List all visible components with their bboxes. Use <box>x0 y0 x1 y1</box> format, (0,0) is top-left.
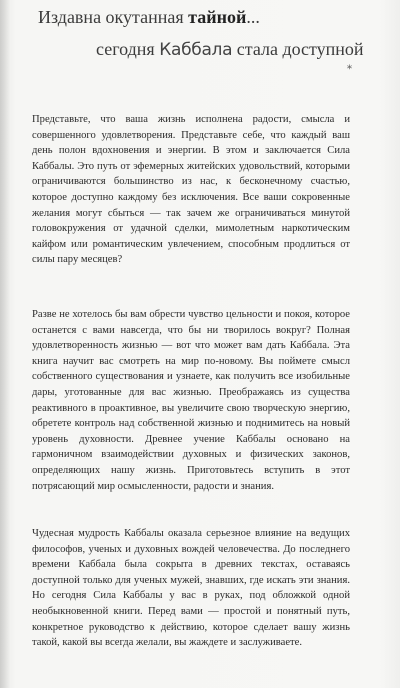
headline-line-2-prefix: сегодня <box>96 39 160 59</box>
headline-ellipsis: ... <box>246 7 260 27</box>
headline-emphasis-word: тайной <box>188 7 247 27</box>
headline-mark: * <box>347 64 352 75</box>
body-paragraph-1: Представьте, что ваша жизнь исполнена радости, смысла и совершенного удовлетворения. Представьте себе, что каждый ваш день полон вдохновения и энергии. В этом и заключается Сила Каббалы. Это путь от эфемерных житейских удовольствий, которыми ограничиваются большинство из нас, к бесконечному счастью, которое доступно каждому без исключения. Все ваши сокровенные желания могут сбыться — так зачем же ограничиваться минутой головокружения от удачной сделки, мимолетным наркотическим кайфом или романтическим увлечением, способным продлиться от силы пару месяцев? <box>32 114 350 266</box>
headline-line-1-prefix: Издавна окутанная <box>38 7 189 27</box>
headline-brand-word: Каббала <box>159 40 233 60</box>
body-paragraph-3: Чудесная мудрость Каббалы оказала серьезное влияние на ведущих философов, ученых и духовных вождей человечества. До последнего времени Каббала была сокрыта в древних текстах, оставаясь доступной только для ученых мужей, знавших, где искать эти знания. Но сегодня Сила Каббалы у вас в руках, под обложкой одной необыкновенной книги. Перед вами — простой и понятный путь, конкретное руководство к действию, которое сделает вашу жизнь такой, какой вы всегда желали, вы жаждете и заслуживаете. <box>32 528 350 649</box>
headline-line-2 <box>96 38 400 61</box>
headline-line-2-suffix: стала доступной <box>232 39 364 59</box>
headline-line-1 <box>38 6 400 28</box>
page-edge-shadow <box>0 0 10 688</box>
body-paragraph-2: Разве не хотелось бы вам обрести чувство цельности и покоя, которое останется с вами навсегда, что бы ни творилось вокруг? Полная удовлетворенность жизнью — вот что может вам дать Каббала. Эта книга научит вас смотреть на мир по-новому. Вы поймете смысл собственного существования и узнаете, как получить все изобильные дары, уготованные для вас жизнью. Преображаясь из существа реактивного в проактивное, вы увеличите свою творческую энергию, обретете контроль над собственной жизнью и поднимитесь на новый уровень духовности. Древнее учение Каббалы основано на гармоничном взаимодействии духовных и физических законов, определяющих нашу жизнь. Приготовьтесь вступить в этот потрясающий мир осмысленности, радости и знания. <box>32 309 350 492</box>
